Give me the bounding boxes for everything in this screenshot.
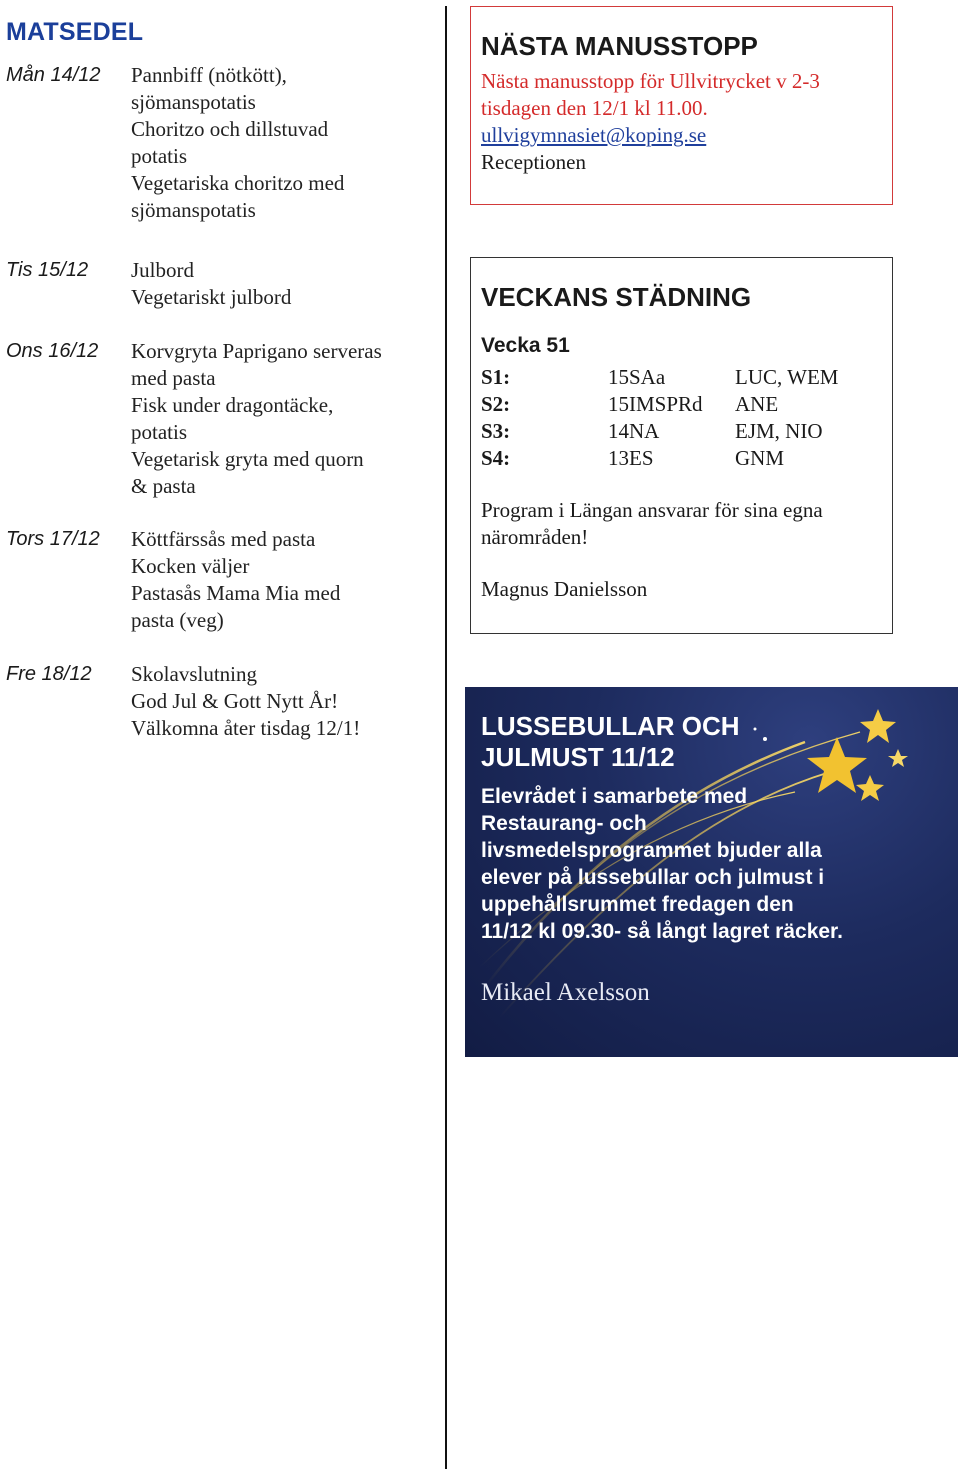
cleaning-week: Vecka 51: [481, 334, 570, 357]
column-divider: [445, 6, 447, 1469]
dish-list: [131, 257, 431, 311]
dish-line: Kocken väljer: [131, 554, 250, 578]
lusse-content: [481, 711, 942, 1008]
dish-line: sjömanspotatis: [131, 198, 256, 222]
cleaning-box: [470, 257, 893, 634]
dish-line: pasta (veg): [131, 608, 224, 632]
dish-line: Korvgryta Paprigano serveras: [131, 339, 382, 363]
manus-contact: Receptionen: [481, 150, 586, 174]
cleaning-responsible: GNM: [735, 446, 785, 470]
lusse-box: [465, 687, 958, 1057]
cleaning-class: 15IMSPRd: [608, 392, 703, 416]
program-note-line: Program i Längan ansvarar för sina egna: [481, 498, 823, 522]
manus-stop-date: tisdagen den 12/1 kl 11.00.: [481, 96, 708, 120]
dish-line: God Jul & Gott Nytt År!: [131, 689, 339, 713]
lusse-body: [481, 783, 942, 945]
lusse-title-line: LUSSEBULLAR OCH: [481, 711, 740, 741]
dish-list: [131, 62, 431, 224]
lusse-title: [481, 711, 942, 773]
lusse-body-line: 11/12 kl 09.30- så långt lagret räcker.: [481, 920, 843, 943]
cleaning-slot: S2:: [481, 392, 511, 416]
cleaning-program-note: [481, 497, 882, 551]
lusse-body-line: Elevrådet i samarbete med: [481, 785, 748, 808]
day-label: Ons 16/12: [6, 340, 99, 362]
manus-stop-line: Nästa manusstopp för Ullvitrycket v 2-3: [481, 69, 820, 93]
dish-line: potatis: [131, 144, 187, 168]
day-label: Tors 17/12: [6, 528, 100, 550]
cleaning-signature: Magnus Danielsson: [481, 577, 648, 601]
dish-line: Skolavslutning: [131, 662, 258, 686]
dish-line: Choritzo och dillstuvad: [131, 117, 329, 141]
dish-line: med pasta: [131, 366, 216, 390]
dish-line: Vegetariska choritzo med: [131, 171, 345, 195]
menu-title: MATSEDEL: [6, 18, 144, 46]
dish-line: Pastasås Mama Mia med: [131, 581, 341, 605]
cleaning-slot: S1:: [481, 365, 511, 389]
dish-line: Fisk under dragontäcke,: [131, 393, 334, 417]
cleaning-responsible: ANE: [735, 392, 779, 416]
day-label: Mån 14/12: [6, 64, 101, 86]
lusse-signature: Mikael Axelsson: [481, 979, 650, 1006]
dish-line: Köttfärssås med pasta: [131, 527, 316, 551]
lusse-title-line: JULMUST 11/12: [481, 742, 675, 772]
lusse-body-line: elever på lussebullar och julmust i: [481, 866, 825, 889]
cleaning-class: 15SAa: [608, 365, 666, 389]
lusse-body-line: uppehållsrummet fredagen den: [481, 893, 794, 916]
cleaning-title: VECKANS STÄDNING: [481, 282, 752, 312]
dish-line: Vegetariskt julbord: [131, 285, 292, 309]
dish-line: Julbord: [131, 258, 194, 282]
manus-email-link[interactable]: ullvigymnasiet@koping.se: [481, 123, 707, 147]
cleaning-row: [481, 391, 882, 418]
cleaning-row: [481, 418, 882, 445]
cleaning-slot: S4:: [481, 446, 511, 470]
dish-line: Välkomna åter tisdag 12/1!: [131, 716, 361, 740]
dish-line: Vegetarisk gryta med quorn: [131, 447, 364, 471]
dish-list: [131, 661, 431, 742]
cleaning-responsible: LUC, WEM: [735, 365, 839, 389]
dish-line: & pasta: [131, 474, 196, 498]
cleaning-row: [481, 445, 882, 472]
cleaning-responsible: EJM, NIO: [735, 419, 823, 443]
program-note-line: närområden!: [481, 525, 589, 549]
dish-list: [131, 338, 431, 500]
cleaning-row: [481, 364, 882, 391]
manus-stop-box: [470, 6, 893, 205]
day-label: Fre 18/12: [6, 663, 92, 685]
lusse-body-line: livsmedelsprogrammet bjuder alla: [481, 839, 822, 862]
cleaning-slot: S3:: [481, 419, 511, 443]
dish-line: potatis: [131, 420, 187, 444]
dish-list: [131, 526, 431, 634]
day-label: Tis 15/12: [6, 259, 89, 281]
cleaning-class: 13ES: [608, 446, 654, 470]
manus-stop-title: NÄSTA MANUSSTOPP: [481, 31, 758, 61]
lusse-body-line: Restaurang- och: [481, 812, 647, 835]
dish-line: Pannbiff (nötkött),: [131, 63, 287, 87]
cleaning-class: 14NA: [608, 419, 660, 443]
dish-line: sjömanspotatis: [131, 90, 256, 114]
